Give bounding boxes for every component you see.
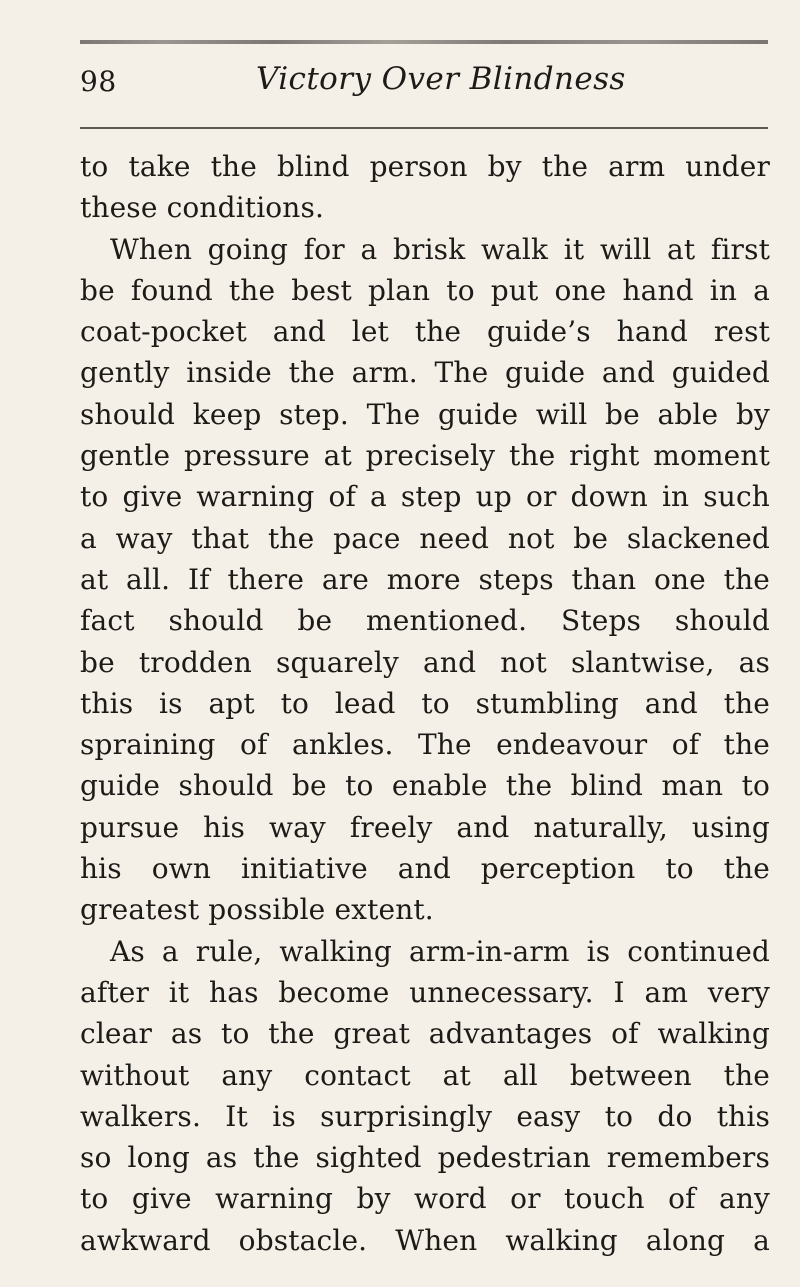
text-line: clear as to the great advantages of walking: [80, 1017, 770, 1051]
text-line: greatest possible extent.: [80, 893, 434, 927]
text-line: fact should be mentioned. Steps should: [80, 604, 770, 638]
text-line: be found the best plan to put one hand in a: [80, 273, 770, 307]
text-line: this is apt to lead to stumbling and the: [80, 686, 770, 720]
page-header: [80, 62, 770, 118]
text-line: pursue his way freely and naturally, using: [80, 810, 770, 844]
text-line: to give warning by word or touch of any: [80, 1182, 770, 1216]
text-line: As a rule, walking arm-in-arm is continued: [110, 934, 770, 968]
text-line: his own initiative and perception to the: [80, 852, 770, 886]
text-line: at all. If there are more steps than one the: [80, 562, 770, 596]
header-divider: [80, 127, 768, 129]
page-number: 98: [80, 65, 117, 98]
text-line: without any contact at all between the: [80, 1058, 770, 1092]
running-title: Victory Over Blindness: [256, 61, 626, 97]
text-line: to take the blind person by the arm under: [80, 150, 770, 183]
text-line: coat-pocket and let the guide’s hand rest: [80, 315, 770, 349]
text-line: a way that the pace need not be slackened: [80, 521, 770, 555]
text-line: walkers. It is surprisingly easy to do this: [80, 1099, 770, 1133]
text-line: after it has become unnecessary. I am very: [80, 975, 770, 1009]
text-line: awkward obstacle. When walking along a: [80, 1223, 770, 1257]
text-line: When going for a brisk walk it will at first: [110, 232, 770, 266]
top-decorative-rule: [80, 40, 768, 44]
text-line: so long as the sighted pedestrian remembers: [80, 1141, 770, 1175]
text-line: gently inside the arm. The guide and guided: [80, 356, 770, 390]
text-line: guide should be to enable the blind man to: [80, 769, 770, 803]
text-line: spraining of ankles. The endeavour of the: [80, 728, 770, 762]
text-line: to give warning of a step up or down in such: [80, 480, 770, 514]
text-line: these conditions.: [80, 191, 325, 225]
text-line: be trodden squarely and not slantwise, as: [80, 645, 770, 679]
body-text: [80, 146, 770, 1261]
text-line: gentle pressure at precisely the right moment: [80, 439, 770, 473]
text-line: should keep step. The guide will be able by: [80, 397, 770, 431]
